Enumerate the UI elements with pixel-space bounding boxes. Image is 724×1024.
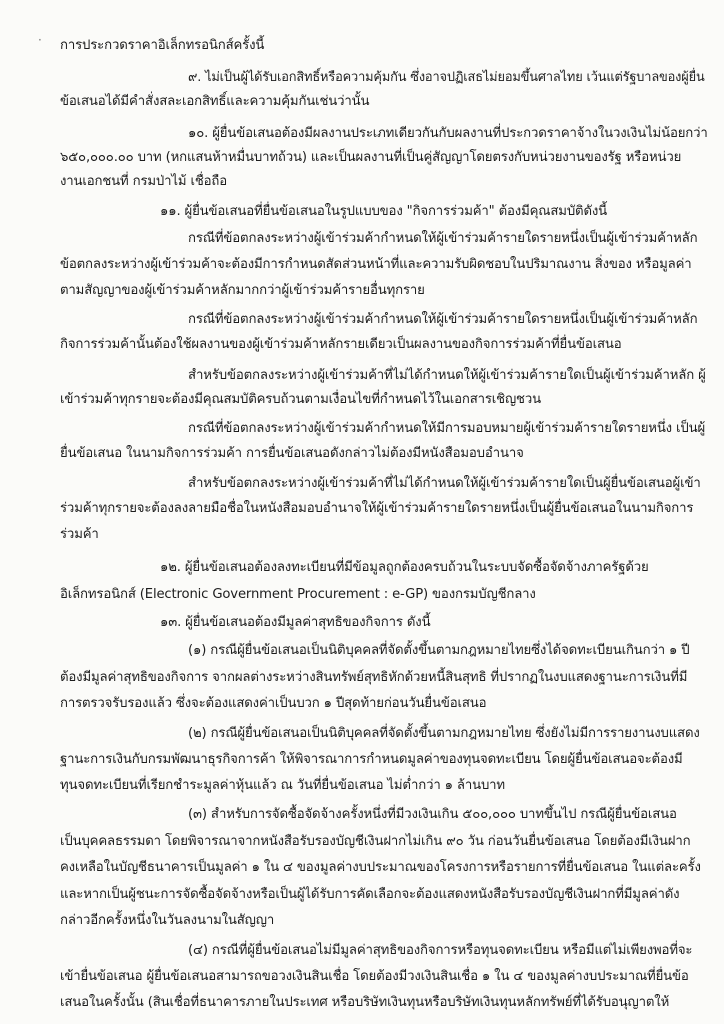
text-line: กิจการร่วมค้านั้นต้องใช้ผลงานของผู้เข้าร่วมค้าหลักรายเดียวเป็นผลงานของกิจการร่วมค้าที่ยื่นข้อเสนอ [60, 337, 622, 352]
text-line: ข้อตกลงระหว่างผู้เข้าร่วมค้าจะต้องมีการกำหนดสัดส่วนหน้าที่และความรับผิดชอบในปริมาณงาน สิ่งของ หรือมูลค่า [60, 257, 692, 272]
subclause-4: (๔) กรณีที่ผู้ยื่นข้อเสนอไม่มีมูลค่าสุทธิของกิจการหรือทุนจดทะเบียน หรือมีแต่ไม่เพียงพอที่จะ [188, 943, 693, 958]
clause-10-heading: ๑๐. ผู้ยื่นข้อเสนอต้องมีผลงานประเภทเดียวกันกับผลงานที่ประกวดราคาจ้างในวงเงินไม่น้อยกว่า [188, 126, 708, 141]
text-line: ตามสัญญาของผู้เข้าร่วมค้าหลักมากกว่าผู้เข้าร่วมค้ารายอื่นทุกราย [60, 283, 425, 298]
text-line: อิเล็กทรอนิกส์ (Electronic Government Procurement : e-GP) ของกรมบัญชีกลาง [60, 587, 536, 602]
text-line: ยื่นข้อเสนอ ในนามกิจการร่วมค้า การยื่นข้อเสนอดังกล่าวไม่ต้องมีหนังสือมอบอำนาจ [60, 446, 524, 461]
text-line: กรณีที่ข้อตกลงระหว่างผู้เข้าร่วมค้ากำหนดให้ผู้เข้าร่วมค้ารายใดรายหนึ่งเป็นผู้เข้าร่วมค้าหลัก [188, 231, 698, 246]
text-line: การตรวจรับรองแล้ว ซึ่งจะต้องแสดงค่าเป็นบวก ๑ ปีสุดท้ายก่อนวันยื่นข้อเสนอ [60, 696, 487, 711]
text-line: กรณีที่ข้อตกลงระหว่างผู้เข้าร่วมค้ากำหนดให้ผู้เข้าร่วมค้ารายใดรายหนึ่งเป็นผู้เข้าร่วมค้าหลัก [188, 312, 698, 327]
clause-13-heading: ๑๓. ผู้ยื่นข้อเสนอต้องมีมูลค่าสุทธิของกิจการ ดังนี้ [160, 615, 431, 630]
text-line: กล่าวอีกครั้งหนึ่งในวันลงนามในสัญญา [60, 913, 275, 928]
text-line: ทุนจดทะเบียนที่เรียกชำระมูลค่าหุ้นแล้ว ณ วันที่ยื่นข้อเสนอ ไม่ต่ำกว่า ๑ ล้านบาท [60, 778, 505, 793]
text-line: เข้ายื่นข้อเสนอ ผู้ยื่นข้อเสนอสามารถขอวงเงินสินเชื่อ โดยต้องมีวงเงินสินเชื่อ ๑ ใน ๔ ของมูลค่างบประมาณที่ยื่นข้อ [60, 969, 689, 984]
subclause-1: (๑) กรณีผู้ยื่นข้อเสนอเป็นนิติบุคคลที่จัดตั้งขึ้นตามกฎหมายไทยซึ่งได้จดทะเบียนเกินกว่า ๑ ปี [188, 643, 690, 658]
clause-12-heading: ๑๒. ผู้ยื่นข้อเสนอต้องลงทะเบียนที่มีข้อมูลถูกต้องครบถ้วนในระบบจัดซื้อจัดจ้างภาครัฐด้วย [160, 560, 649, 575]
subclause-3: (๓) สำหรับการจัดซื้อจัดจ้างครั้งหนึ่งที่มีวงเงินเกิน ๕๐๐,๐๐๐ บาทขึ้นไป กรณีผู้ยื่นข้อเสนอ [188, 807, 677, 822]
text-line: ร่วมค้า [60, 527, 99, 542]
text-line: เข้าร่วมค้าทุกรายจะต้องมีคุณสมบัติครบถ้วนตามเงื่อนไขที่กำหนดไว้ในเอกสารเชิญชวน [60, 392, 541, 407]
clause-9-heading: ๙. ไม่เป็นผู้ได้รับเอกสิทธิ์หรือความคุ้มกัน ซึ่งอาจปฏิเสธไม่ยอมขึ้นศาลไทย เว้นแต่รัฐบาลของผู้ยื่น [188, 70, 705, 85]
clause-11-heading: ๑๑. ผู้ยื่นข้อเสนอที่ยื่นข้อเสนอในรูปแบบของ "กิจการร่วมค้า" ต้องมีคุณสมบัติดังนี้ [160, 204, 608, 219]
text-line: งานเอกชนที่ กรมป่าไม้ เชื่อถือ [60, 174, 228, 189]
text-line: ต้องมีมูลค่าสุทธิของกิจการ จากผลต่างระหว่างสินทรัพย์สุทธิหักด้วยหนี้สินสุทธิ ที่ปรากฏในงบแสดงฐานะการเงินที่มี [60, 670, 688, 685]
subclause-2: (๒) กรณีผู้ยื่นข้อเสนอเป็นนิติบุคคลที่จัดตั้งขึ้นตามกฎหมายไทย ซึ่งยังไม่มีการรายงานงบแสดง [188, 726, 700, 741]
text-line: สำหรับข้อตกลงระหว่างผู้เข้าร่วมค้าที่ไม่ได้กำหนดให้ผู้เข้าร่วมค้ารายใดเป็นผู้ยื่นข้อเสนอผู้เข้า [188, 476, 701, 491]
text-line: ๖๕๐,๐๐๐.๐๐ บาท (หกแสนห้าหมื่นบาทถ้วน) และเป็นผลงานที่เป็นคู่สัญญาโดยตรงกับหน่วยงานของรัฐ หรือหน่วย [60, 150, 682, 165]
text-line: คงเหลือในบัญชีธนาคารเป็นมูลค่า ๑ ใน ๔ ของมูลค่างบประมาณของโครงการหรือรายการที่ยื่นข้อเสนอ ในแต่ละครั้ง [60, 860, 701, 875]
text-line: ฐานะการเงินกับกรมพัฒนาธุรกิจการค้า ให้พิจารณาการกำหนดมูลค่าของทุนจดทะเบียน โดยผู้ยื่นข้อเสนอจะต้องมี [60, 752, 683, 767]
text-line: และหากเป็นผู้ชนะการจัดซื้อจัดจ้างหรือเป็นผู้ได้รับการคัดเลือกจะต้องแสดงหนังสือรับรองบัญชีเงินฝากที่มีมูลค่าดัง [60, 887, 680, 902]
text-line: เสนอในครั้งนั้น (สินเชื่อที่ธนาคารภายในประเทศ หรือบริษัทเงินทุนหรือบริษัทเงินทุนหลักทรัพย์ที่ได้รับอนุญาตให้ [60, 995, 670, 1010]
scan-mark: · [38, 33, 42, 47]
text-line: ข้อเสนอได้มีคำสั่งสละเอกสิทธิ์และความคุ้มกันเช่นว่านั้น [60, 94, 370, 109]
text-line: เป็นบุคคลธรรมดา โดยพิจารณาจากหนังสือรับรองบัญชีเงินฝากไม่เกิน ๙๐ วัน ก่อนวันยื่นข้อเสนอ โดยต้องมีเงินฝาก [60, 834, 691, 849]
text-line: ร่วมค้าทุกรายจะต้องลงลายมือชื่อในหนังสือมอบอำนาจให้ผู้เข้าร่วมค้ารายใดรายหนึ่งเป็นผู้ยื่นข้อเสนอในนามกิจการ [60, 501, 694, 516]
text-line: การประกวดราคาอิเล็กทรอนิกส์ครั้งนี้ [60, 38, 265, 53]
text-line: กรณีที่ข้อตกลงระหว่างผู้เข้าร่วมค้ากำหนดให้มีการมอบหมายผู้เข้าร่วมค้ารายใดรายหนึ่ง เป็นผู้ [188, 421, 706, 436]
text-line: สำหรับข้อตกลงระหว่างผู้เข้าร่วมค้าที่ไม่ได้กำหนดให้ผู้เข้าร่วมค้ารายใดเป็นผู้เข้าร่วมค้าหลัก ผู้ [188, 368, 706, 383]
